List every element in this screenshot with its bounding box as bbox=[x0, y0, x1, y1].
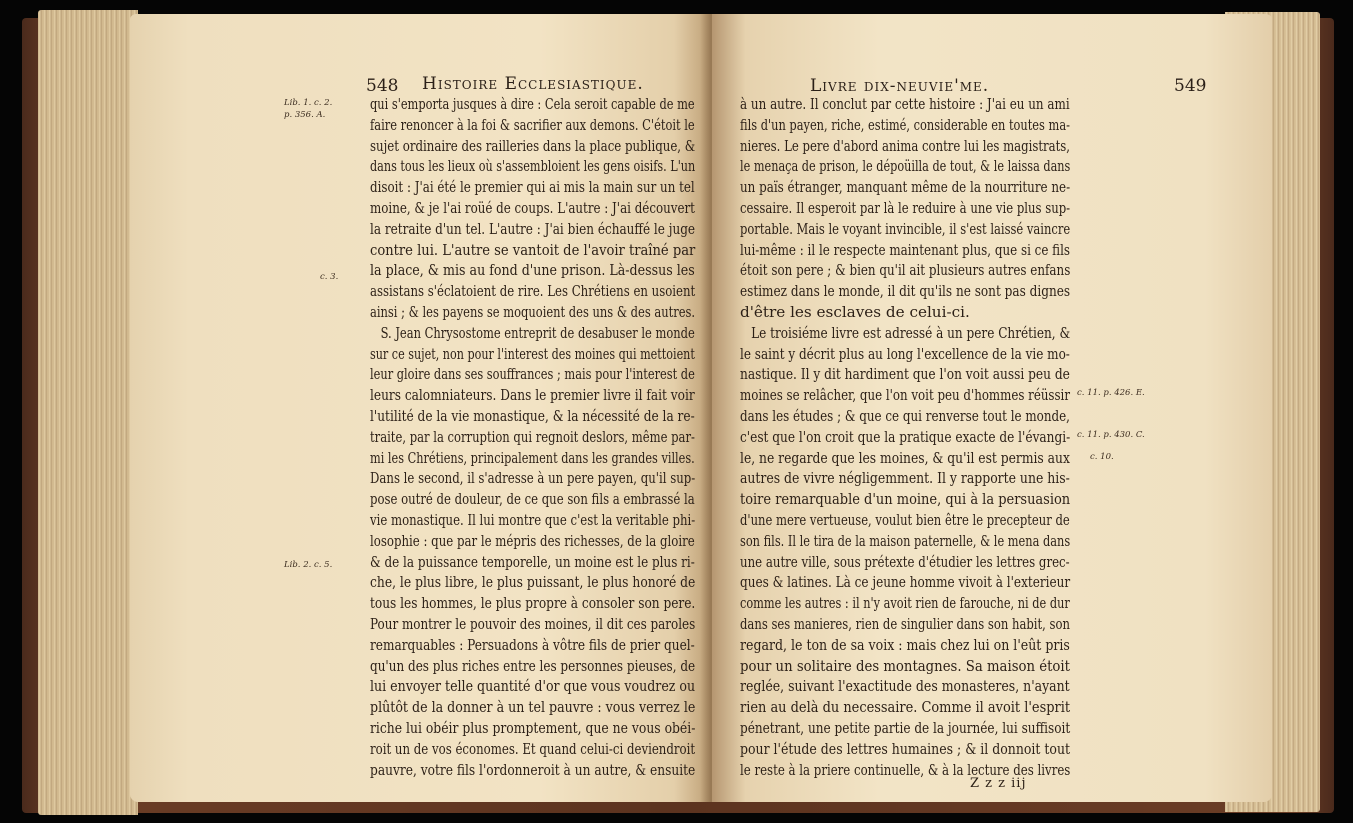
text-line: roit un de vos économes. Et quand celui-ci deviendroit bbox=[370, 739, 696, 758]
left-body-text bbox=[370, 94, 695, 780]
text-line: c'est que l'on croit que la pratique exacte de l'évangi- bbox=[740, 427, 1071, 446]
text-line: cessaire. Il esperoit par là le reduire à une vie plus sup- bbox=[740, 198, 1071, 217]
text-line: dans tous les lieux où s'assembloient les gens oisifs. L'un bbox=[370, 157, 696, 176]
text-line: disoit : J'ai été le premier qui ai mis la main sur un tel bbox=[370, 178, 695, 197]
text-line: la retraite d'un tel. L'autre : J'ai bien échauffé le juge bbox=[370, 219, 696, 238]
text-line: pour un solitaire des montagnes. Sa maison étoit bbox=[740, 656, 1070, 675]
left-page-edges bbox=[38, 10, 138, 815]
text-line: S. Jean Chrysostome entreprit de desabuser le monde bbox=[380, 323, 695, 342]
text-line: moine, & je l'ai roüé de coups. L'autre : J'ai découvert bbox=[370, 198, 695, 217]
text-line: contre lui. L'autre se vantoit de l'avoir traîné par bbox=[370, 240, 696, 259]
text-line: le, ne regarde que les moines, & qu'il est permis aux bbox=[740, 448, 1070, 467]
text-line: d'être les esclaves de celui-ci. bbox=[740, 302, 970, 321]
right-body-text bbox=[740, 94, 1070, 780]
printer-signature: Z z z iij bbox=[970, 776, 1027, 791]
text-line: tous les hommes, le plus propre à consoler son pere. bbox=[370, 594, 696, 613]
right-page-number: 549 bbox=[1174, 76, 1207, 96]
text-line: & de la puissance temporelle, un moine est le plus ri- bbox=[370, 552, 695, 571]
text-line: assistans s'éclatoient de rire. Les Chrétiens en usoient bbox=[370, 282, 696, 301]
text-line: comme les autres : il n'y avoit rien de farouche, ni de dur bbox=[740, 594, 1070, 613]
margin-note: p. 356. A. bbox=[284, 110, 326, 120]
text-line: d'une mere vertueuse, voulut bien être le precepteur de bbox=[740, 510, 1070, 529]
text-line: faire renoncer à la foi & sacrifier aux demons. C'étoit le bbox=[370, 115, 695, 134]
text-line: moines se relâcher, que l'on voit peu d'hommes réüssir bbox=[740, 386, 1070, 405]
text-line: plûtôt de la donner à un tel pauvre : vous verrez le bbox=[370, 698, 696, 717]
text-line: remarquables : Persuadons à vôtre fils de prier quel- bbox=[370, 635, 695, 654]
text-line: sujet ordinaire des railleries dans la place publique, & bbox=[370, 136, 696, 155]
text-line: le saint y décrit plus au long l'excellence de la vie mo- bbox=[740, 344, 1070, 363]
text-line: autres de vivre négligemment. Il y rapporte une his- bbox=[740, 469, 1070, 488]
text-line: fils d'un payen, riche, estimé, considerable en toutes ma- bbox=[740, 115, 1070, 134]
text-line: toire remarquable d'un moine, qui à la persuasion bbox=[740, 490, 1071, 509]
text-line: reglée, suivant l'exactitude des monasteres, n'ayant bbox=[740, 677, 1070, 696]
text-line: pour l'étude des lettres humaines ; & il donnoit tout bbox=[740, 739, 1071, 758]
left-page-number: 548 bbox=[366, 76, 399, 96]
text-line: portable. Mais le voyant invincible, il s'est laissé vaincre bbox=[740, 219, 1071, 238]
text-line: le reste à la priere continuelle, & à la lecture des livres bbox=[740, 760, 1071, 779]
text-line: dans ses manieres, rien de singulier dans son habit, son bbox=[740, 614, 1070, 633]
text-line: regard, le ton de sa voix : mais chez lui on l'eût pris bbox=[740, 635, 1070, 654]
text-line: pauvre, votre fils l'ordonneroit à un autre, & ensuite bbox=[370, 760, 696, 779]
left-page bbox=[130, 14, 715, 802]
margin-note: c. 11. p. 430. C. bbox=[1077, 430, 1145, 440]
text-line: lui-même : il le respecte maintenant plus, que si ce fils bbox=[740, 240, 1071, 259]
text-line: leurs calomniateurs. Dans le premier livre il fait voir bbox=[370, 386, 695, 405]
margin-note: c. 10. bbox=[1090, 452, 1114, 462]
text-line: un païs étranger, manquant même de la nourriture ne- bbox=[740, 178, 1071, 197]
text-line: pose outré de douleur, de ce que son fils a embrassé la bbox=[370, 490, 695, 509]
text-line: l'utilité de la vie monastique, & la nécessité de la re- bbox=[370, 406, 695, 425]
text-line: pénetrant, une petite partie de la journée, lui suffisoit bbox=[740, 718, 1071, 737]
text-line: rien au delà du necessaire. Comme il avoit l'esprit bbox=[740, 698, 1071, 717]
text-line: sur ce sujet, non pour l'interest des moines qui mettoient bbox=[370, 344, 695, 363]
text-line: traite, par la corruption qui regnoit deslors, même par- bbox=[370, 427, 695, 446]
text-line: qui s'emporta jusques à dire : Cela seroit capable de me bbox=[370, 95, 695, 113]
text-line: mi les Chrétiens, principalement dans les grandes villes. bbox=[370, 448, 695, 467]
text-line: che, le plus libre, le plus puissant, le plus honoré de bbox=[370, 573, 696, 592]
text-line: le menaça de prison, le dépoüilla de tout, & le laissa dans bbox=[740, 157, 1071, 176]
text-line: estimez dans le monde, il dit qu'ils ne sont pas dignes bbox=[740, 282, 1071, 301]
margin-note: c. 3. bbox=[320, 272, 339, 282]
text-line: étoit son pere ; & bien qu'il ait plusieurs autres enfans bbox=[740, 261, 1071, 280]
text-line: à un autre. Il conclut par cette histoire : J'ai eu un ami bbox=[740, 95, 1070, 113]
text-line: leur gloire dans ses souffrances ; mais pour l'interest de bbox=[370, 365, 695, 384]
text-line: Pour montrer le pouvoir des moines, il dit ces paroles bbox=[370, 614, 696, 633]
text-line: vie monastique. Il lui montre que c'est la veritable phi- bbox=[370, 510, 696, 529]
text-line: riche lui obéir plus promptement, que ne vous obéi- bbox=[370, 718, 696, 737]
right-page bbox=[712, 14, 1272, 802]
left-running-head: Histoire Ecclesiastique. bbox=[422, 74, 644, 94]
margin-note: c. 11. p. 426. E. bbox=[1077, 388, 1145, 398]
text-line: losophie : que par le mépris des richesses, de la gloire bbox=[370, 531, 695, 550]
text-line: la place, & mis au fond d'une prison. Là-dessus les bbox=[370, 261, 695, 280]
margin-note: Lib. 2. c. 5. bbox=[284, 560, 333, 570]
text-line: son fils. Il le tira de la maison paternelle, & le mena dans bbox=[740, 531, 1071, 550]
text-line: Dans le second, il s'adresse à un pere payen, qu'il sup- bbox=[370, 469, 696, 488]
text-line: qu'un des plus riches entre les personnes pieuses, de bbox=[370, 656, 696, 675]
text-line: ques & latines. Là ce jeune homme vivoit à l'exterieur bbox=[740, 573, 1071, 592]
right-running-head: Livre dix-neuvie'me. bbox=[810, 76, 990, 96]
text-line: nieres. Le pere d'abord anima contre lui les magistrats, bbox=[740, 136, 1070, 155]
text-line: lui envoyer telle quantité d'or que vous voudrez ou bbox=[370, 677, 696, 696]
text-line: ainsi ; & les payens se moquoient des uns & des autres. bbox=[370, 302, 696, 321]
margin-note: Lib. 1. c. 2. bbox=[284, 98, 333, 108]
text-line: Le troisiéme livre est adressé à un pere Chrétien, & bbox=[751, 323, 1071, 342]
text-line: nastique. Il y dit hardiment que l'on voit aussi peu de bbox=[740, 365, 1070, 384]
text-line: dans les études ; & que ce qui renverse tout le monde, bbox=[740, 406, 1070, 425]
text-line: une autre ville, sous prétexte d'étudier les lettres grec- bbox=[740, 552, 1070, 571]
